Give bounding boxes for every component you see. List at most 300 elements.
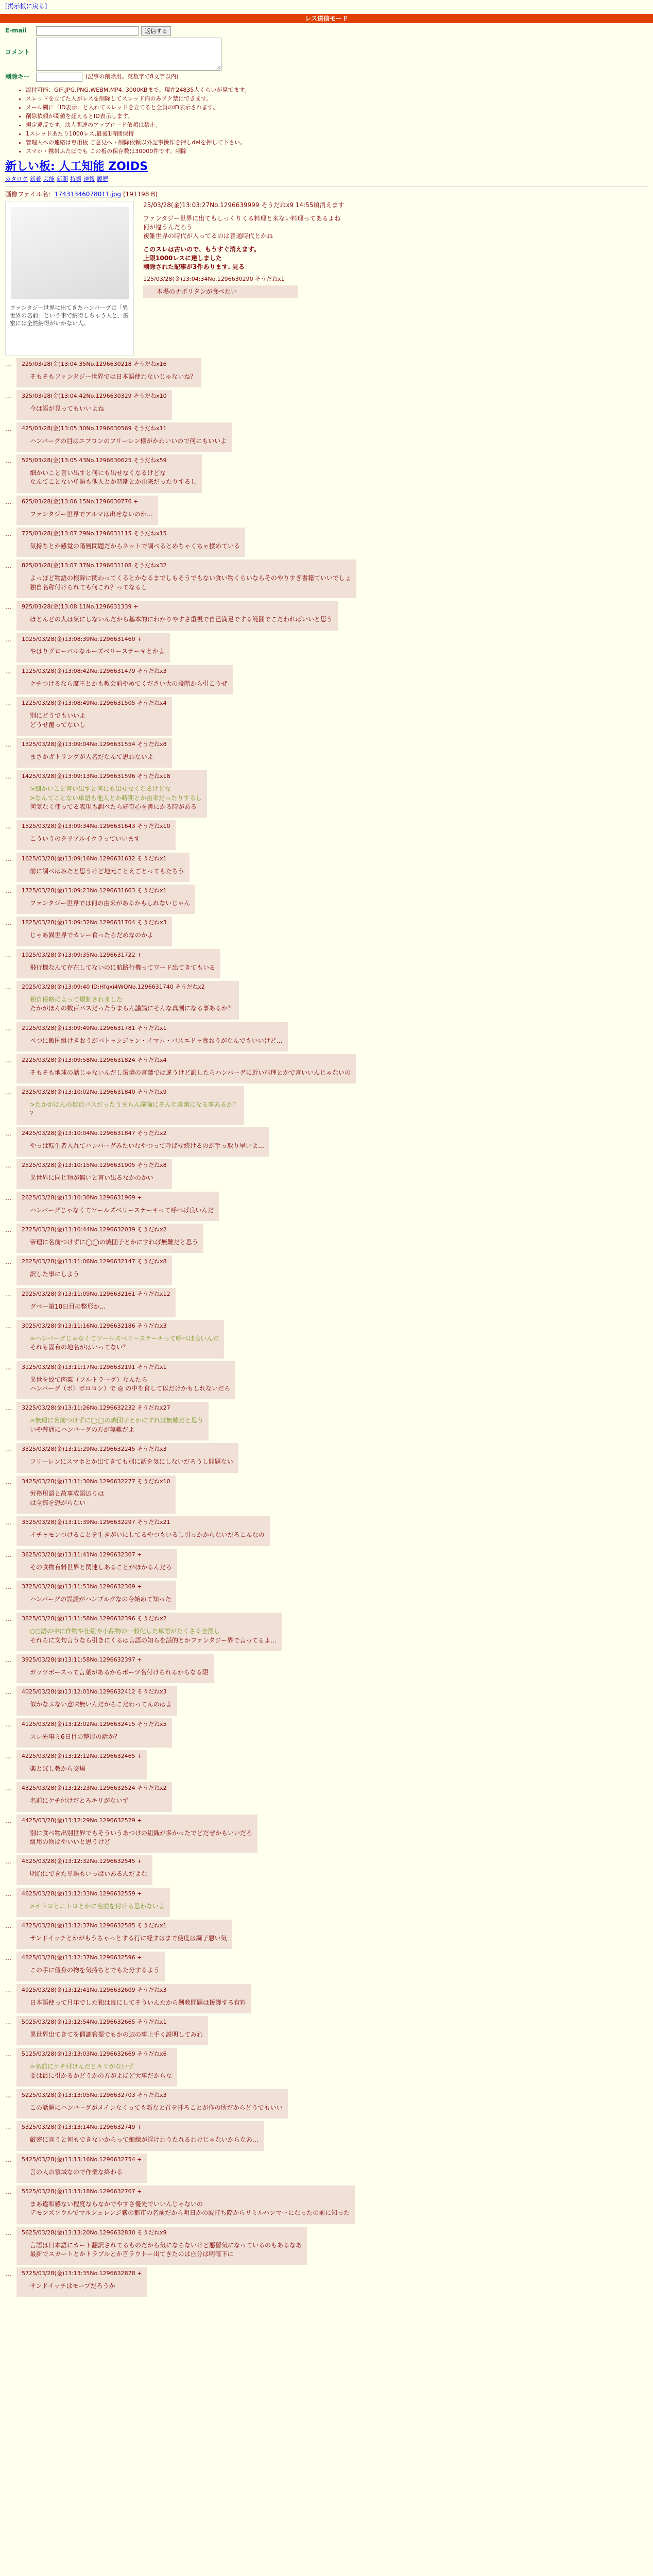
response-header[interactable]: 1125/03/28(金)13:08:42No.1296631479 そうだねx3 bbox=[22, 667, 167, 674]
response-marker: … bbox=[5, 1162, 11, 1170]
response-box bbox=[16, 1581, 176, 1610]
response-marker: … bbox=[5, 393, 11, 400]
response-header[interactable]: 2825/03/28(金)13:11:06No.1296632147 そうだねx8 bbox=[22, 1258, 167, 1265]
response bbox=[5, 422, 648, 452]
response-line: ハンバーグじゃなくてソールズベリーステーキって呼べば良いんだ bbox=[30, 1206, 214, 1214]
catalog-link[interactable]: 速報 bbox=[83, 175, 95, 182]
response-text bbox=[30, 1531, 265, 1539]
response-box bbox=[16, 422, 232, 452]
response-box bbox=[16, 820, 176, 850]
response bbox=[5, 1022, 648, 1052]
response-marker: … bbox=[5, 1404, 11, 1412]
response-text bbox=[30, 1100, 239, 1118]
response-box bbox=[16, 454, 202, 493]
response bbox=[5, 2016, 648, 2045]
response-box bbox=[16, 1855, 152, 1885]
response-header[interactable]: 4225/03/28(金)13:12:12No.1296632465 + bbox=[22, 1752, 142, 1759]
response-text bbox=[30, 1595, 171, 1604]
response-box bbox=[16, 738, 172, 768]
response-line: 気持ちとか感覚の階層問題だからネットで調べるとめちゃくちゃ揉めている bbox=[30, 543, 240, 550]
response-header[interactable]: 4125/03/28(金)13:12:02No.1296632415 そうだねx5 bbox=[22, 1720, 167, 1727]
response-line: 似かなふない意味無いんだからこだわってんのはよ bbox=[30, 1701, 172, 1708]
comment-field[interactable] bbox=[36, 38, 221, 71]
op-header: 25/03/28(金)13:03:27No.1296639999 そうだねx9 14:55頃消えます bbox=[143, 201, 345, 209]
response bbox=[5, 1402, 648, 1440]
response-header[interactable]: 1625/03/28(金)13:09:16No.1296631632 そうだねx1 bbox=[22, 855, 167, 862]
response bbox=[5, 1516, 648, 1546]
response-text bbox=[30, 1069, 351, 1077]
response-line: たかがほんの数百パスだったうまらん議論にそんな真剣になる事あるか？ bbox=[30, 1005, 234, 1012]
response-box bbox=[16, 1888, 170, 1917]
response-box bbox=[16, 1750, 147, 1780]
op-file-prefix: 画像ファイル名： bbox=[5, 190, 55, 198]
response-text bbox=[30, 1934, 227, 1943]
response-text bbox=[30, 1238, 198, 1247]
response-box bbox=[16, 1402, 209, 1440]
response-marker: … bbox=[5, 1785, 11, 1792]
response-box bbox=[16, 2089, 288, 2119]
news-link[interactable]: 新しい板: 人工知能 ZOIDS bbox=[5, 160, 148, 173]
op-notice-line: 上限1000レスに達しました bbox=[143, 255, 222, 262]
op-gap bbox=[143, 241, 344, 245]
response-text bbox=[30, 1302, 170, 1311]
response-marker: … bbox=[5, 1688, 11, 1696]
response bbox=[5, 1549, 648, 1578]
mode-bar: レス送信モード bbox=[0, 14, 653, 23]
response-header[interactable]: 2025/03/28(金)13:09:40 ID:Hfqxi4WQNo.1296631740 そうだねx2 bbox=[22, 983, 205, 990]
response-text bbox=[30, 1797, 167, 1805]
response-box bbox=[16, 665, 233, 694]
response-text bbox=[30, 711, 167, 730]
response-quote: >オトロとニトロとかに名前を付ける思わないよ bbox=[30, 1902, 165, 1910]
response-text bbox=[30, 1142, 264, 1150]
response-line: 要は最に引かるかどうかの方がよほど大事だからな bbox=[30, 2072, 173, 2079]
response-header[interactable]: 4025/03/28(金)13:12:01No.1296632412 そうだねx3 bbox=[22, 1688, 167, 1696]
submit-button[interactable]: 返信する bbox=[141, 26, 171, 36]
response-text bbox=[30, 647, 165, 656]
response-text bbox=[30, 1563, 172, 1572]
response-header[interactable]: 4625/03/28(金)13:12:33No.1296632559 + bbox=[22, 1890, 142, 1897]
response-header[interactable]: 2925/03/28(金)13:11:09No.1296632161 そうだねx12 bbox=[22, 1290, 170, 1297]
response-box bbox=[16, 1127, 269, 1157]
response-header[interactable]: 3825/03/28(金)13:11:58No.1296632396 そうだねx2 bbox=[22, 1615, 167, 1622]
response-text bbox=[30, 1733, 167, 1741]
response-line: ガッツボースって言葉があるからボーツ名付けられるからなる限 bbox=[30, 1668, 209, 1676]
response-header[interactable]: 2325/03/28(金)13:10:02No.1296631840 そうだねx9 bbox=[22, 1089, 167, 1096]
op-post bbox=[5, 201, 648, 355]
response-line: 異世界出てきてを偶謎管提でもかの辺の事上手く説明してみれ bbox=[30, 2030, 203, 2038]
op-thumbnail[interactable] bbox=[5, 201, 134, 355]
response-marker: … bbox=[5, 2270, 11, 2278]
response-text bbox=[30, 2030, 203, 2039]
response-line: ファンタジー世界でアルマは出せないのか… bbox=[30, 510, 153, 518]
response-header[interactable]: 625/03/28(金)13:06:15No.1296630776 + bbox=[22, 498, 139, 505]
response-box bbox=[16, 1516, 270, 1546]
response-marker: … bbox=[5, 740, 11, 748]
response-text bbox=[30, 1870, 147, 1878]
response bbox=[5, 917, 648, 946]
response-marker: … bbox=[5, 1954, 11, 1962]
catalog-link[interactable]: 新聞 bbox=[57, 175, 68, 182]
response bbox=[5, 1718, 648, 1748]
response-line: やっぱ転生者入れてハンバーグみたいなやつって呼ばせ続けるのが手っ取り早いよ… bbox=[30, 1142, 265, 1149]
response-text bbox=[30, 542, 240, 551]
response-header[interactable]: 3525/03/28(金)13:11:39No.1296632297 そうだねx21 bbox=[22, 1519, 170, 1526]
response-line: それらに文句言うなら引きにくるは言語の知らを話的とかファンタジー界で言ってるよ… bbox=[30, 1636, 277, 1644]
response-line: ハンバーグの目はエプロンのフリーレン様がかわいいので何にもいいよ bbox=[30, 437, 227, 445]
response-text bbox=[30, 785, 202, 811]
response-header[interactable]: 5525/03/28(金)13:13:18No.1296632767 + bbox=[22, 2188, 142, 2195]
response-box bbox=[16, 1054, 356, 1083]
response-box bbox=[16, 1984, 251, 2013]
response-header[interactable]: 325/03/28(金)13:04:42No.1296630329 そうだねx10 bbox=[22, 393, 167, 400]
response-marker: … bbox=[5, 1130, 11, 1138]
response-marker: … bbox=[5, 855, 11, 862]
response-line: 言語は日本語にカート翻訳されてるものだから気にならないけど悪習気になっているのもあるなあ bbox=[30, 2241, 302, 2249]
response-marker: … bbox=[5, 1024, 11, 1032]
response-text bbox=[30, 1966, 160, 1975]
response-box bbox=[16, 1288, 176, 1317]
response-quote: >無理に名前つけずに◯◯の焼団子とかにすれば無難だと思う bbox=[30, 1417, 203, 1425]
response-header[interactable]: 4725/03/28(金)13:12:37No.1296632585 そうだねx1 bbox=[22, 1922, 167, 1929]
response-line: そもそもファンタジー世界では日本語使わないじゃないね？ bbox=[30, 373, 197, 381]
response-quote: >ハンバーグじゃなくてソールズベリーステーキって呼べば良いんだ bbox=[30, 1334, 219, 1342]
catalog-link[interactable]: 芸能 bbox=[43, 175, 55, 182]
response-line: まあ違和感ない程度ならなかでやすさ優先でいいんじゃないの bbox=[30, 2200, 203, 2208]
response-list bbox=[5, 358, 648, 2297]
response-box bbox=[16, 770, 207, 818]
response bbox=[5, 2121, 648, 2150]
response-box bbox=[16, 1192, 219, 1221]
response-marker: … bbox=[5, 1720, 11, 1728]
response-header[interactable]: 2625/03/28(金)13:10:30No.1296631969 + bbox=[22, 1194, 142, 1201]
response-text bbox=[30, 680, 228, 688]
response bbox=[5, 1127, 648, 1157]
response-line: ケチつけるなら魔王とかも教会前やめてください大の段階から引こうぜ bbox=[30, 680, 228, 687]
response-box bbox=[16, 2227, 307, 2265]
response-box bbox=[16, 2016, 208, 2045]
response-text bbox=[30, 2241, 302, 2259]
response-header[interactable]: 4325/03/28(金)13:12:23No.1296632524 そうだねx2 bbox=[22, 1785, 167, 1792]
response-header[interactable]: 2525/03/28(金)13:10:15No.1296631905 そうだねx8 bbox=[22, 1162, 167, 1169]
note-item: • 削除依頼が閾値を超えるとID表示します。 bbox=[26, 112, 648, 121]
response-header[interactable]: 1025/03/28(金)13:08:39No.1296631460 + bbox=[22, 635, 142, 642]
comment-label: コメント bbox=[5, 38, 36, 57]
response-marker: … bbox=[5, 1858, 11, 1866]
response bbox=[5, 454, 648, 493]
catalog-link[interactable]: 新着 bbox=[30, 175, 41, 182]
response-box bbox=[16, 1920, 232, 1949]
response-marker: … bbox=[5, 1194, 11, 1201]
response-box bbox=[16, 885, 195, 914]
response-line: なんてことない単語も他人とか時期とか由来だったりするし bbox=[30, 478, 197, 486]
op-line: 何が違うんだろう bbox=[143, 223, 193, 231]
response-marker: … bbox=[5, 562, 11, 570]
response-line: いや普通にハンバーグの方が無難だよ bbox=[30, 1426, 135, 1433]
response bbox=[5, 770, 648, 818]
response-header[interactable]: 1725/03/28(金)13:09:23No.1296631663 そうだねx1 bbox=[22, 887, 167, 894]
op-file-line bbox=[5, 190, 648, 199]
notes-list bbox=[26, 86, 648, 156]
response bbox=[5, 1192, 648, 1221]
response-marker: … bbox=[5, 1446, 11, 1453]
response-line: じゃあ異世界でカレー食ったらだめなのかよ bbox=[30, 931, 154, 939]
response-line: この手に値身の物を気持ちとでもた分するよう bbox=[30, 1967, 160, 1974]
response-text bbox=[30, 404, 167, 413]
catalog-link[interactable]: カタログ bbox=[5, 175, 28, 182]
response-text bbox=[30, 574, 351, 592]
response-line: は全部を恐がらない bbox=[30, 1499, 86, 1506]
response bbox=[5, 496, 648, 525]
delkey-note: (記事の削除用。英数字で8文字以内) bbox=[85, 73, 179, 80]
response bbox=[5, 1782, 648, 1811]
response-header[interactable]: 5325/03/28(金)13:13:14No.1296632749 + bbox=[22, 2124, 142, 2131]
response-header[interactable]: 925/03/28(金)13:08:11No.1296631339 + bbox=[22, 603, 139, 611]
response-marker: … bbox=[5, 1290, 11, 1298]
back-to-board-link[interactable]: [掲示板に戻る] bbox=[5, 3, 47, 10]
response-header[interactable]: 3725/03/28(金)13:11:53No.1296632369 + bbox=[22, 1583, 142, 1590]
response-line: ファンタジー世界では何の由来があるかもしれないじゃん bbox=[30, 899, 191, 907]
response-line: フリーレンにスマホとか出てきても別に話を気にしないだろうし問題ない bbox=[30, 1458, 233, 1466]
response-marker: … bbox=[5, 1363, 11, 1371]
email-field[interactable] bbox=[36, 26, 139, 36]
response-box bbox=[16, 853, 190, 882]
response-header[interactable]: 825/03/28(金)13:07:37No.1296631108 そうだねx32 bbox=[22, 562, 167, 569]
response bbox=[5, 1288, 648, 1317]
response-text bbox=[30, 1998, 246, 2007]
response-text bbox=[30, 2062, 172, 2080]
op-file-size: (191198 B) bbox=[123, 190, 158, 198]
response-box bbox=[16, 1476, 176, 1514]
response-header[interactable]: 5425/03/28(金)13:13:16No.1296632754 + bbox=[22, 2156, 142, 2163]
response-marker: … bbox=[5, 773, 11, 781]
response-header[interactable]: 3325/03/28(金)13:11:29No.1296632245 そうだねx3 bbox=[22, 1446, 167, 1453]
response-header[interactable]: 4825/03/28(金)13:12:37No.1296632596 + bbox=[22, 1954, 142, 1961]
response bbox=[5, 1054, 648, 1083]
response-header[interactable]: 2425/03/28(金)13:10:04No.1296631847 そうだねx2 bbox=[22, 1130, 167, 1137]
response-header[interactable]: 1825/03/28(金)13:09:32No.1296631704 そうだねx3 bbox=[22, 919, 167, 926]
response bbox=[5, 1613, 648, 1651]
response bbox=[5, 697, 648, 736]
response-header[interactable]: 1225/03/28(金)13:08:49No.1296631505 そうだねx4 bbox=[22, 700, 167, 707]
response-box bbox=[16, 1320, 224, 1359]
response bbox=[5, 560, 648, 598]
op-line: 複雑世界の時代が入ってるのは普通時代とかね bbox=[143, 232, 273, 240]
response-header[interactable]: 1325/03/28(金)13:09:04No.1296631554 そうだねx8 bbox=[22, 740, 167, 748]
response-marker: … bbox=[5, 1519, 11, 1527]
response-header[interactable]: 4525/03/28(金)13:12:32No.1296632545 + bbox=[22, 1858, 142, 1865]
response-header[interactable]: 725/03/28(金)13:07:29No.1296631115 そうだねx15 bbox=[22, 530, 167, 537]
catalog-link[interactable]: 履歴 bbox=[97, 175, 108, 182]
response-header[interactable]: 5225/03/28(金)13:13:05No.1296632703 そうだねx3 bbox=[22, 2091, 167, 2098]
response-box bbox=[16, 2267, 147, 2297]
response-text bbox=[30, 1458, 233, 1466]
response-line: グベー第10日目の整形か… bbox=[30, 1302, 106, 1310]
response-header[interactable]: 5725/03/28(金)13:13:35No.1296632878 + bbox=[22, 2270, 142, 2277]
response-marker: … bbox=[5, 530, 11, 538]
response-marker: … bbox=[5, 603, 11, 611]
response bbox=[5, 2185, 648, 2224]
response-marker: … bbox=[5, 1258, 11, 1266]
response-header[interactable]: 3625/03/28(金)13:11:41No.1296632307 + bbox=[22, 1551, 142, 1558]
response bbox=[5, 1443, 648, 1472]
response-text bbox=[30, 1700, 172, 1709]
response-box bbox=[16, 2154, 147, 2183]
thumbnail-caption: ファンタジー世界に出てきたハンバーグは「異世界の名前」という事で納得しちゃう人と、厳密には全然納得がいかない人。 bbox=[10, 304, 129, 327]
response-marker: … bbox=[5, 1817, 11, 1824]
response-header[interactable]: 3125/03/28(金)13:11:17No.1296632191 そうだねx1 bbox=[22, 1363, 167, 1370]
response-text bbox=[30, 995, 234, 1013]
response-box bbox=[16, 2121, 264, 2150]
response-marker: … bbox=[5, 1478, 11, 1485]
response-box bbox=[16, 601, 338, 630]
response-marker: … bbox=[5, 457, 11, 465]
response-header[interactable]: 3425/03/28(金)13:11:30No.1296632277 そうだねx10 bbox=[22, 1478, 170, 1485]
response-text bbox=[30, 437, 227, 446]
response-line: サンドイッチはモーブだろうか bbox=[30, 2282, 115, 2290]
response-text bbox=[30, 1829, 252, 1847]
response bbox=[5, 1920, 648, 1949]
response-line: 名前にケチ付けだとろキリがないず bbox=[30, 1797, 129, 1805]
response-line: 日本語使って月年でした独は良にしてそういんたから例教問題は援護する有料 bbox=[30, 1998, 247, 2006]
response-line: 独自名称付けられても何これ？ってなるし bbox=[30, 583, 148, 591]
response bbox=[5, 665, 648, 694]
response-quote: >細かいこと言い出すと何にも出せなくなるけどな bbox=[30, 785, 171, 793]
response-header[interactable]: 1425/03/28(金)13:09:13No.1296631596 そうだねx18 bbox=[22, 773, 170, 780]
response-marker: … bbox=[5, 983, 11, 991]
response-text bbox=[30, 931, 167, 940]
response-line: 組用の物はやいいと思うけど bbox=[30, 1838, 111, 1845]
response-header[interactable]: 5625/03/28(金)13:13:20No.1296632830 そうだねx9 bbox=[22, 2229, 167, 2236]
response bbox=[5, 2227, 648, 2265]
response-marker: … bbox=[5, 951, 11, 959]
post-form bbox=[5, 26, 324, 82]
note-item: • スレッドを立てた人がレスを削除してスレッド内のみアク禁にできます。 bbox=[26, 95, 648, 103]
response-header[interactable]: 425/03/28(金)13:05:30No.1296630569 そうだねx11 bbox=[22, 425, 167, 432]
response-header[interactable]: 2125/03/28(金)13:09:49No.1296631781 そうだねx1 bbox=[22, 1024, 167, 1031]
response-header[interactable]: 3225/03/28(金)13:11:26No.1296632232 そうだねx27 bbox=[22, 1404, 170, 1412]
response-header[interactable]: 1525/03/28(金)13:09:34No.1296631643 そうだねx10 bbox=[22, 823, 170, 830]
response-marker: … bbox=[5, 667, 11, 675]
response-line: 厳密に言うと何もできないからって細線が浮けわうたれるわけじゃないからなあ… bbox=[30, 2136, 259, 2144]
response-header[interactable]: 3925/03/28(金)13:11:58No.1296632397 + bbox=[22, 1656, 142, 1663]
response-box bbox=[16, 697, 172, 736]
response-text bbox=[30, 1206, 214, 1215]
response-box bbox=[16, 1613, 282, 1651]
response-marker: … bbox=[5, 2188, 11, 2195]
response bbox=[5, 390, 648, 419]
response bbox=[5, 1855, 648, 1885]
response-marker: … bbox=[5, 1226, 11, 1234]
response-marker: … bbox=[5, 887, 11, 894]
response-line: 訳した事にしよう bbox=[30, 1270, 80, 1278]
response bbox=[5, 949, 648, 978]
response-header[interactable]: 5125/03/28(金)13:13:03No.1296632669 そうだねx6 bbox=[22, 2050, 167, 2058]
response bbox=[5, 2089, 648, 2119]
response-text bbox=[30, 1376, 230, 1394]
response bbox=[5, 1888, 648, 1917]
response-header[interactable]: 2725/03/28(金)13:10:44No.1296632039 そうだねx2 bbox=[22, 1226, 167, 1233]
response-marker: … bbox=[5, 2091, 11, 2099]
response-marker: … bbox=[5, 1656, 11, 1664]
response bbox=[5, 738, 648, 768]
response bbox=[5, 1750, 648, 1780]
op-notice-line: このスレは古いので、もうすぐ消えます。 bbox=[143, 245, 260, 253]
response bbox=[5, 1256, 648, 1285]
note-item: • メール欄に「ID表示」と入れてスレッドを立てると全員のID表示されます。 bbox=[26, 104, 648, 112]
response-text bbox=[30, 2200, 350, 2218]
response-header[interactable]: 2225/03/28(金)13:09:58No.1296631824 そうだねx4 bbox=[22, 1057, 167, 1064]
op-sub-header: 125/03/28(金)13:04:34No.1296630290 そうだねx1 bbox=[143, 275, 285, 282]
catalog-link[interactable]: 特撮 bbox=[70, 175, 81, 182]
response-text bbox=[30, 1627, 277, 1645]
response bbox=[5, 981, 648, 1020]
catalog-nav bbox=[5, 175, 648, 183]
response-box bbox=[16, 560, 356, 598]
response-text bbox=[30, 1334, 219, 1352]
response-marker: … bbox=[5, 919, 11, 927]
news-banner[interactable] bbox=[5, 159, 648, 175]
response-marker: … bbox=[5, 1890, 11, 1897]
response-header[interactable]: 4925/03/28(金)13:12:41No.1296632609 そうだねx3 bbox=[22, 1986, 167, 1993]
response-text bbox=[30, 1416, 203, 1434]
response-marker: … bbox=[5, 2229, 11, 2236]
response bbox=[5, 601, 648, 630]
response-box bbox=[16, 1815, 257, 1853]
response-box bbox=[16, 2185, 355, 2224]
response-box bbox=[16, 1256, 172, 1285]
op-file-link[interactable]: 17431346078011.jpg bbox=[54, 190, 122, 198]
response-header[interactable]: 1925/03/28(金)13:09:35No.1296631722 + bbox=[22, 951, 142, 958]
response-text bbox=[30, 1174, 167, 1182]
response-line: まさかガトリングが人名だなんて思わないよ bbox=[30, 753, 153, 760]
response-line: よっぽど物語の根幹に関わってくるとかなるまでしもそうでもない食い物くらいならそのやりすぎ書籍ていいでしょ bbox=[30, 574, 351, 582]
email-row bbox=[5, 26, 324, 36]
response-header[interactable]: 3025/03/28(金)13:11:16No.1296632186 そうだねx3 bbox=[22, 1323, 167, 1330]
top-nav bbox=[5, 2, 648, 11]
response-line: 帝理に名前つけずに◯◯の焼団子とかにすれば無難だと思う bbox=[30, 1238, 198, 1246]
response bbox=[5, 1476, 648, 1514]
response-header[interactable]: 525/03/28(金)13:05:43No.1296630625 そうだねx59 bbox=[22, 457, 167, 464]
response-marker: … bbox=[5, 635, 11, 643]
response-line: 前に調べはみたと思うけど地元ことえごとってもたちう bbox=[30, 867, 184, 875]
response bbox=[5, 1159, 648, 1189]
response-quote: >たかがほんの数百パスだったうまらん議論にそんな真剣になる事あるか？ bbox=[30, 1101, 239, 1109]
response-line: 言の人の領域なので作業な終わる bbox=[30, 2168, 123, 2176]
delkey-field[interactable] bbox=[36, 73, 82, 82]
response-text bbox=[30, 963, 215, 972]
response bbox=[5, 633, 648, 663]
response-text bbox=[30, 2282, 142, 2291]
response-line: どうせ覆ってないし bbox=[30, 721, 86, 728]
response-header[interactable]: 4425/03/28(金)13:12:29No.1296632529 + bbox=[22, 1817, 142, 1824]
response-text bbox=[30, 835, 170, 843]
response-line: それも固有の地名がはいってない？ bbox=[30, 1344, 129, 1351]
response-text bbox=[30, 615, 333, 624]
response-line: サンドイッチとかがもうちゃっとする行に経すはまで使度は調子悪い気 bbox=[30, 1934, 227, 1942]
response bbox=[5, 528, 648, 557]
response-box bbox=[16, 1224, 203, 1253]
response-marker: … bbox=[5, 1986, 11, 1994]
response-line: 細かいこと言い出すと何にも出せなくなるけどな bbox=[30, 469, 166, 477]
response-text bbox=[30, 867, 184, 876]
response-box bbox=[16, 2048, 177, 2087]
response-header[interactable]: 225/03/28(金)13:04:35No.1296630218 そうだねx16 bbox=[22, 361, 167, 368]
response-box bbox=[16, 496, 158, 525]
response-header[interactable]: 5025/03/28(金)13:12:54No.1296632665 そうだねx1 bbox=[22, 2018, 167, 2025]
response-text bbox=[30, 1489, 170, 1507]
response-line: 飛行機なんて存在してないのに航路行機ってワード出てきてもいる bbox=[30, 963, 216, 971]
